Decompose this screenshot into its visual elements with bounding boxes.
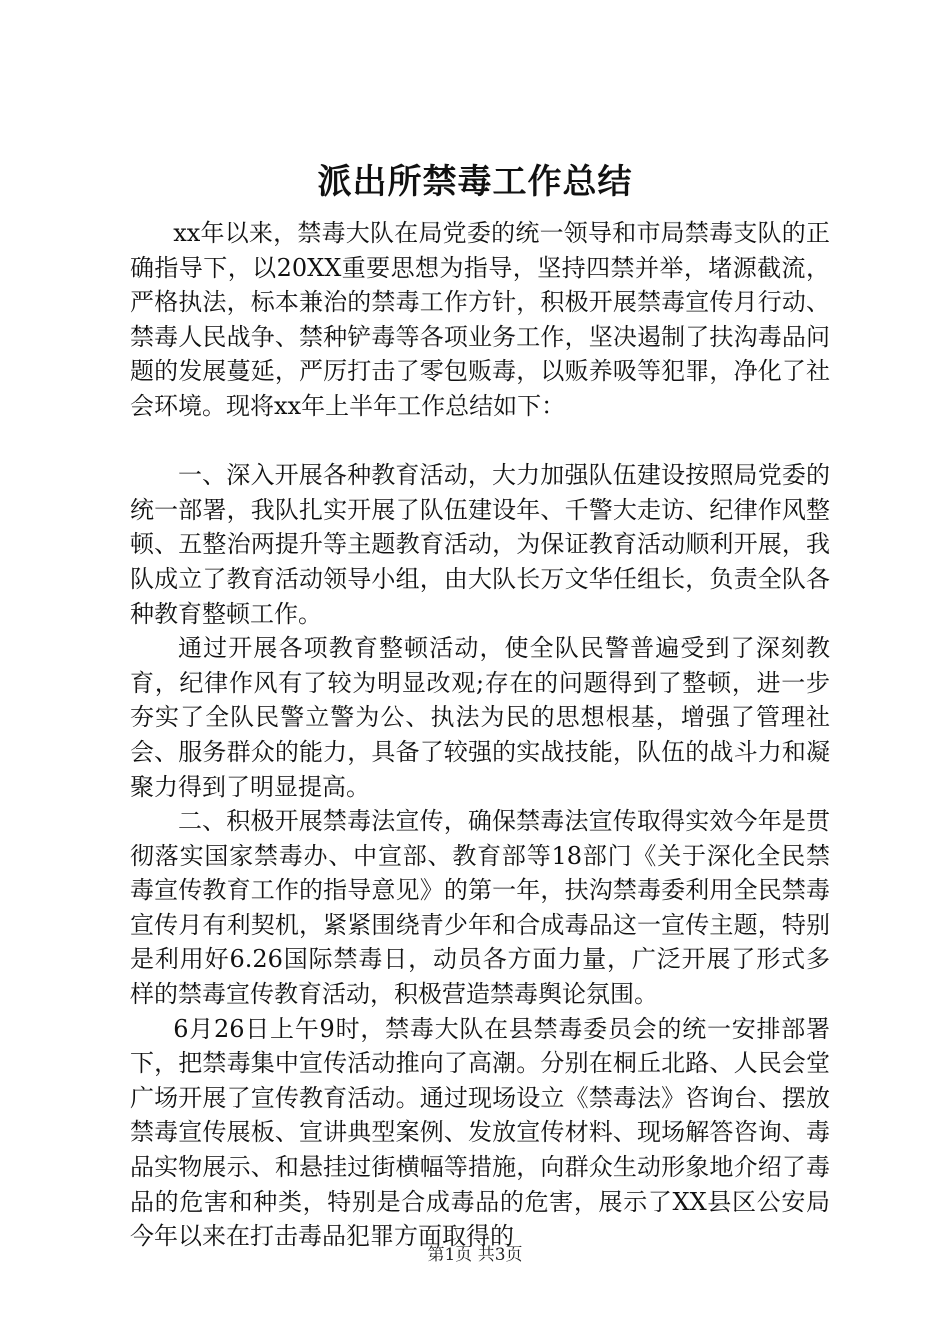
paragraph-june-26: 6月26日上午9时，禁毒大队在县禁毒委员会的统一安排部署下，把禁毒集中宣传活动推向了高潮。分别在桐丘北路、人民会堂广场开展了宣传教育活动。通过现场设立《禁毒法》咨询台、摆放禁毒宣传展板、宣讲典型案例、发放宣传材料、现场解答咨询、毒品实物展示、和悬挂过街横幅等措施，向群众生动形象地介绍了毒品的危害和种类，特别是合成毒品的危害，展示了XX县区公安局今年以来在打击毒品犯罪方面取得的 <box>130 1014 830 1251</box>
page-number-footer: 第1页 共3页 <box>427 1245 523 1265</box>
document-title: 派出所禁毒工作总结 <box>317 162 633 202</box>
paragraph-spacer <box>130 424 830 459</box>
paragraph-section-2: 二、积极开展禁毒法宣传，确保禁毒法宣传取得实效今年是贯彻落实国家禁毒办、中宣部、教育部等18部门《关于深化全民禁毒宣传教育工作的指导意见》的第一年，扶沟禁毒委利用全民禁毒宣传月有利契机，紧紧围绕青少年和合成毒品这一宣传主题，特别是利用好6.26国际禁毒日，动员各方面力量，广泛开展了形式多样的禁毒宣传教育活动，积极营造禁毒舆论氛围。 <box>130 807 830 1009</box>
paragraph-intro: xx年以来，禁毒大队在局党委的统一领导和市局禁毒支队的正确指导下，以20XX重要思想为指导，坚持四禁并举，堵源截流，严格执法，标本兼治的禁毒工作方针，积极开展禁毒宣传月行动、禁毒人民战争、禁种铲毒等各项业务工作，坚决遏制了扶沟毒品问题的发展蔓延，严厉打击了零包贩毒，以贩养吸等犯罪，净化了社会环境。现将xx年上半年工作总结如下： <box>130 219 830 420</box>
document-body <box>130 216 830 1254</box>
paragraph-section-1-result: 通过开展各项教育整顿活动，使全队民警普遍受到了深刻教育，纪律作风有了较为明显改观;存在的问题得到了整顿，进一步夯实了全队民警立警为公、执法为民的思想根基，增强了管理社会、服务群众的能力，具备了较强的实战技能，队伍的战斗力和凝聚力得到了明显提高。 <box>130 634 830 801</box>
paragraph-section-1: 一、深入开展各种教育活动，大力加强队伍建设按照局党委的统一部署，我队扎实开展了队伍建设年、千警大走访、纪律作风整顿、五整治两提升等主题教育活动，为保证教育活动顺利开展，我队成立了教育活动领导小组，由大队长万文华任组长，负责全队各种教育整顿工作。 <box>130 461 830 628</box>
